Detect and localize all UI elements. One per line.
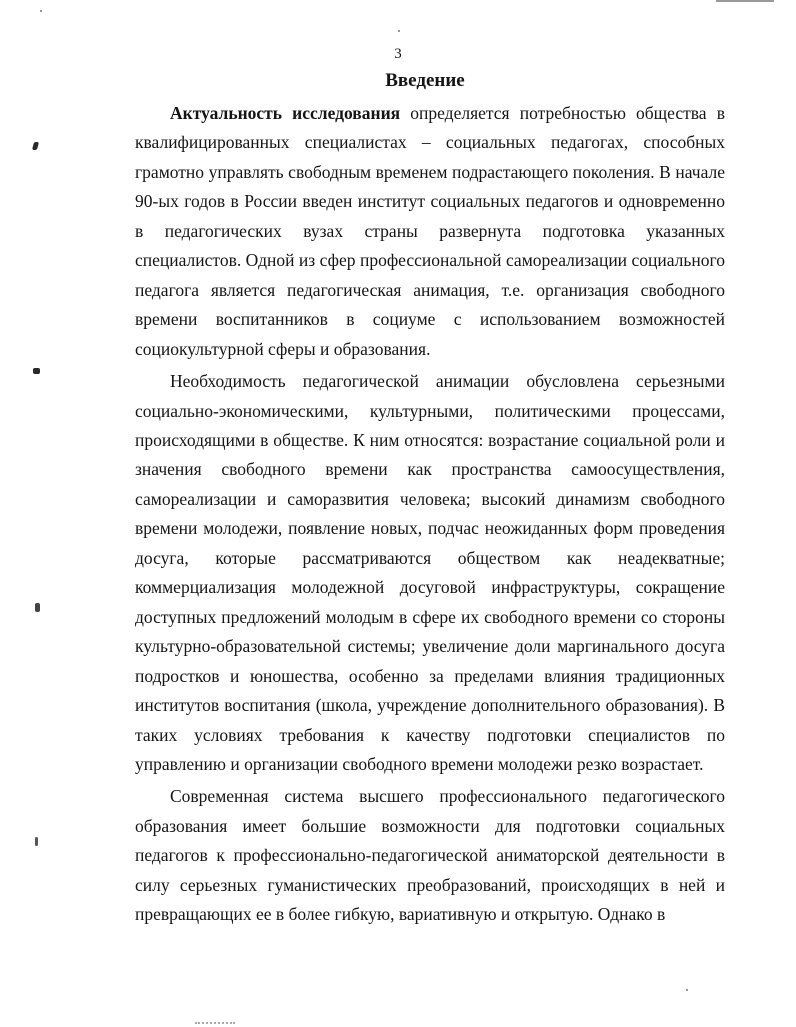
- paragraph-text: Современная система высшего профессионального педагогического образования имеет большие возможности для подготовки социальных педагогов к профессионально-педагогической аниматорской деятельности в силу серьезных гуманистических преобразований, происходящих в ней и превращающих ее в более гибкую, вариативную и открытую. Однако в: [135, 786, 725, 925]
- binding-hole-mark: [33, 368, 40, 374]
- scan-dust: [398, 30, 400, 32]
- paragraph-text: определяется потребностью общества в квалифицированных специалистах – социальных педагогах, способных грамотно управлять свободным временем подрастающего поколения. В начале 90-ых годов в России введен институт социальных педагогов и одновременно в педагогических вузах страны развернута подготовка указанных специалистов. Одной из сфер профессиональной самореализации социального педагога является педагогическая анимация, т.е. организация свободного времени воспитанников в социуме с использованием возможностей социокультурной сферы и образования.: [135, 103, 725, 359]
- scan-dust: [40, 10, 42, 12]
- page-title: Введение: [385, 70, 465, 91]
- paragraph-lead-term: Актуальность исследования: [170, 103, 401, 123]
- paragraph-modern-system: [135, 782, 725, 929]
- document-body: [135, 99, 725, 930]
- scan-edge-mark: [716, 0, 774, 5]
- scan-edge-mark: [195, 1022, 235, 1027]
- binding-hole-mark: [32, 142, 39, 150]
- paragraph-text: Необходимость педагогической анимации обусловлена серьезными социально-экономическими, культурными, политическими процессами, происходящими в обществе. К ним относятся: возрастание социальной роли и значения свободного времени как пространства самоосуществления, самореализации и саморазвития человека; высокий динамизм свободного времени молодежи, появление новых, подчас неожиданных форм проведения досуга, которые рассматриваются обществом как неадекватные; коммерциализация молодежной досуговой инфраструктуры, сокращение доступных предложений молодым в сфере их свободного времени со стороны культурно-образовательной системы; увеличение доли маргинального досуга подростков и юношества, особенно за пределами влияния традиционных институтов воспитания (школа, учреждение дополнительного образования). В таких условиях требования к качеству подготовки специалистов по управлению и организации свободного времени молодежи резко возрастает.: [135, 371, 725, 774]
- paragraph-relevance: [135, 99, 725, 364]
- binding-hole-mark: [35, 837, 38, 846]
- page-number: 3: [394, 46, 402, 62]
- scan-dust: [686, 989, 688, 991]
- paragraph-necessity: [135, 367, 725, 779]
- binding-hole-mark: [35, 603, 40, 612]
